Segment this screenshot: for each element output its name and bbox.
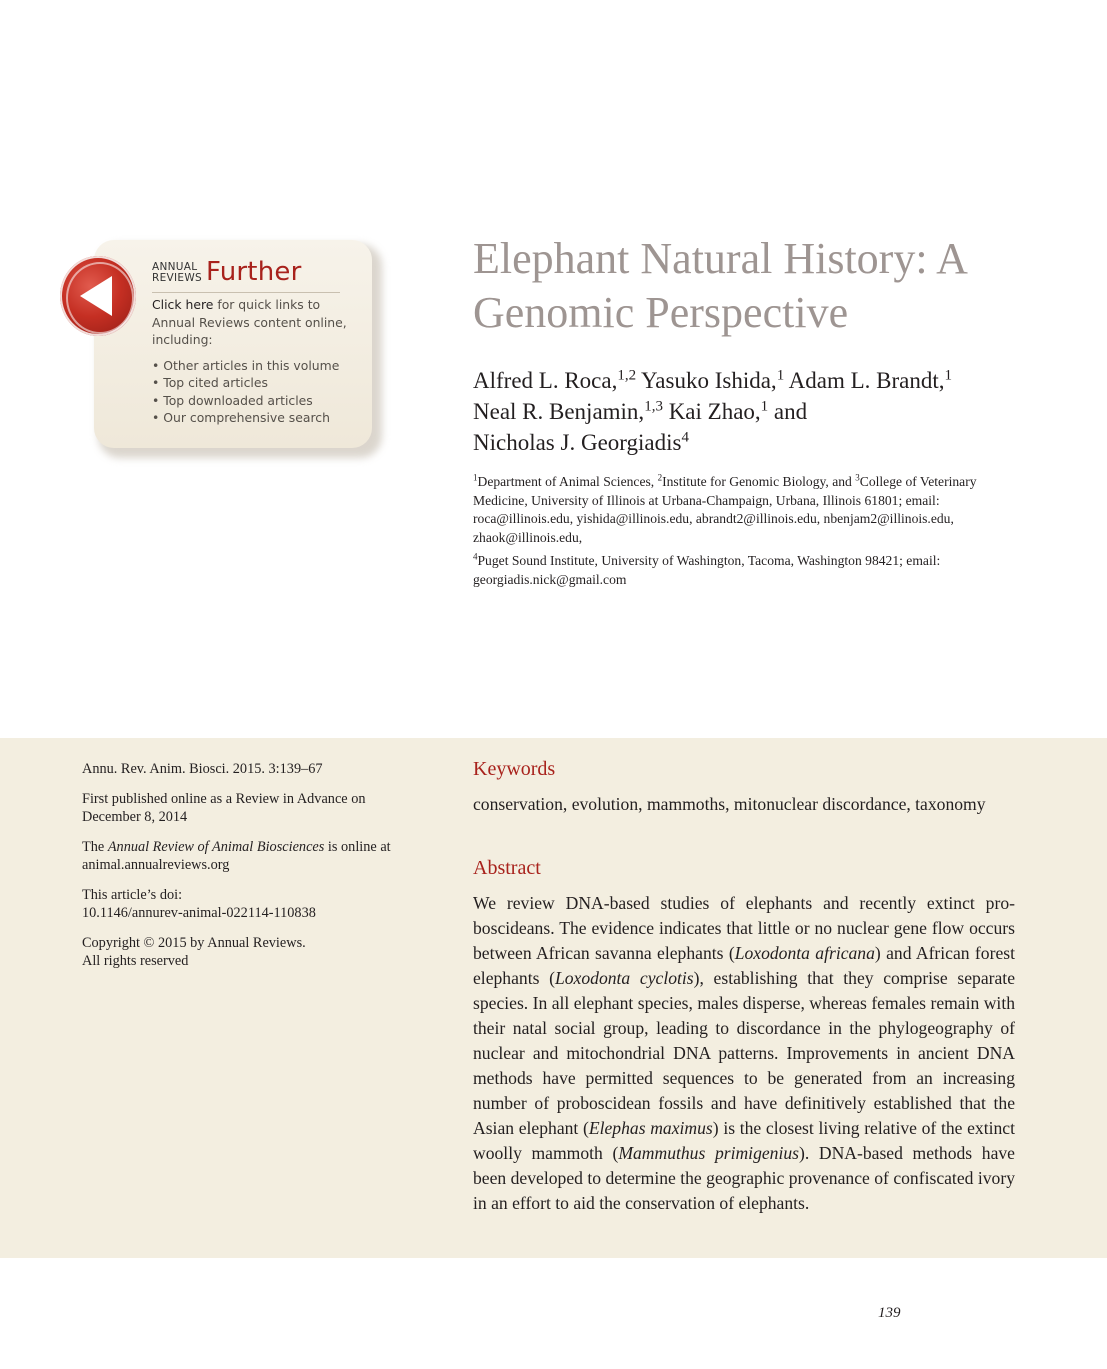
author-affil-sup: 1 xyxy=(776,367,785,384)
abstract-part: ), establishing that they comprise separate species. In all elephant species, males disperse, whereas females remain with their natal social group, leading to discordance in the phylogeography of nuclear and mitochondrial DNA patterns. Improvements in ancient DNA methods have permitted sequences to be generated from an increasing number of proboscidean fossils and have definitively established that the Asian elephant ( xyxy=(473,968,1015,1138)
doi-label: This article’s doi: xyxy=(82,887,183,903)
affil-text: Department of Animal Sciences, xyxy=(477,474,658,489)
affil-sup: 4 xyxy=(473,551,478,562)
link-top-cited[interactable]: • Top cited articles xyxy=(152,374,348,392)
article-meta xyxy=(82,760,402,982)
affil-sup: 2 xyxy=(657,472,663,483)
link-comprehensive-search[interactable]: • Our comprehensive search xyxy=(152,409,348,427)
author-affil-sup: 1,3 xyxy=(644,398,663,415)
affiliations xyxy=(473,473,1033,594)
abstract-part: ) and African forest elephants ( xyxy=(473,943,1015,988)
page-number: 139 xyxy=(878,1305,901,1321)
author-name: Nicholas J. Georgiadis xyxy=(473,430,682,455)
further-box[interactable] xyxy=(58,238,384,460)
author-affil-sup: 1,2 xyxy=(617,367,637,384)
further-header xyxy=(152,257,340,294)
brand-line-2: REVIEWS xyxy=(152,272,202,284)
author-affil-sup: 4 xyxy=(681,429,689,446)
species-name: Elephas maximus xyxy=(588,1118,713,1138)
author-name: Kai Zhao, xyxy=(668,399,761,424)
further-title: Further xyxy=(206,257,302,287)
abstract-text xyxy=(473,891,1015,1216)
journal-name: Annual Review of Animal Biosciences xyxy=(107,839,325,855)
link-other-articles[interactable]: • Other articles in this volume xyxy=(152,357,348,375)
further-intro: for quick links to Annual Reviews content online, including: xyxy=(152,297,347,347)
author-list xyxy=(473,365,1073,458)
rights: All rights reserved xyxy=(82,953,189,969)
author-affil-sup: 1 xyxy=(760,398,769,415)
abstract-part: We review DNA-based studies of elephants and recently extinct proboscideans. The evidence indicates that little or no nuclear gene flow occurs between African savanna elephants ( xyxy=(473,893,1015,963)
journal-online xyxy=(82,838,402,874)
journal-pre: The xyxy=(82,839,108,855)
further-links xyxy=(152,357,348,427)
author-affil-sup: 1 xyxy=(944,367,953,384)
back-arrow-icon[interactable] xyxy=(60,256,136,336)
article-title: Elephant Natural History: A Genomic Perspective xyxy=(473,234,966,337)
affil-sup: 3 xyxy=(855,472,860,483)
species-name: Mammuthus primigenius xyxy=(618,1143,799,1163)
further-divider xyxy=(152,292,340,293)
affil-sup: 1 xyxy=(473,472,478,483)
doi-value[interactable]: 10.1146/annurev-animal-022114-110838 xyxy=(82,905,316,921)
abstract-part: ). DNA-based methods have been developed to determine the geographic provenance of confiscated ivory in an effort to aid the conservation of elephants. xyxy=(473,1143,1015,1213)
keywords-text: conservation, evolution, mammoths, mitonuclear discordance, taxonomy xyxy=(473,794,986,814)
affiliation-2 xyxy=(473,552,1033,589)
click-here-link[interactable]: Click here xyxy=(152,297,214,312)
author-name: Alfred L. Roca, xyxy=(473,368,618,393)
species-name: Loxodonta cyclotis xyxy=(554,968,694,988)
copyright: Copyright © 2015 by Annual Reviews. xyxy=(82,935,306,951)
abstract-part: ) is the closest living relative of the extinct woolly mammoth ( xyxy=(473,1118,1015,1163)
author-name: Neal R. Benjamin, xyxy=(473,399,645,424)
author-name: Adam L. Brandt, xyxy=(788,368,945,393)
affiliation-1 xyxy=(473,473,1033,547)
author-name: Yasuko Ishida, xyxy=(641,368,777,393)
doi-block xyxy=(82,886,402,922)
publication-date: First published online as a Review in Advance on December 8, 2014 xyxy=(82,791,366,825)
affil-text: College of Veterinary Medicine, University of Illinois at Urbana-Champaign, Urbana, Illinois 61801; email: roca@illinois.edu, yishida@illinois.edu, abrandt2@illinois.edu, nbenjam2@illinois.edu, zhaok@illinois.edu, xyxy=(473,474,977,545)
affil-text: Institute for Genomic Biology, and xyxy=(662,474,856,489)
keywords-heading: Keywords xyxy=(473,758,556,780)
author-conjunction: and xyxy=(773,399,808,424)
triangle-left-icon xyxy=(72,270,124,322)
brand-line-1: ANNUAL xyxy=(152,261,198,273)
further-text xyxy=(152,296,348,427)
species-name: Loxodonta africana xyxy=(734,943,875,963)
citation: Annu. Rev. Anim. Biosci. 2015. 3:139–67 xyxy=(82,761,323,777)
annual-reviews-logo xyxy=(152,262,202,284)
link-top-downloaded[interactable]: • Top downloaded articles xyxy=(152,392,348,410)
abstract-heading: Abstract xyxy=(473,857,541,879)
journal-post: is online at animal.annualreviews.org xyxy=(82,839,391,873)
affil-text: Puget Sound Institute, University of Washington, Tacoma, Washington 98421; email: georgiadis.nick@gmail.com xyxy=(473,553,941,587)
copyright-block xyxy=(82,934,402,970)
